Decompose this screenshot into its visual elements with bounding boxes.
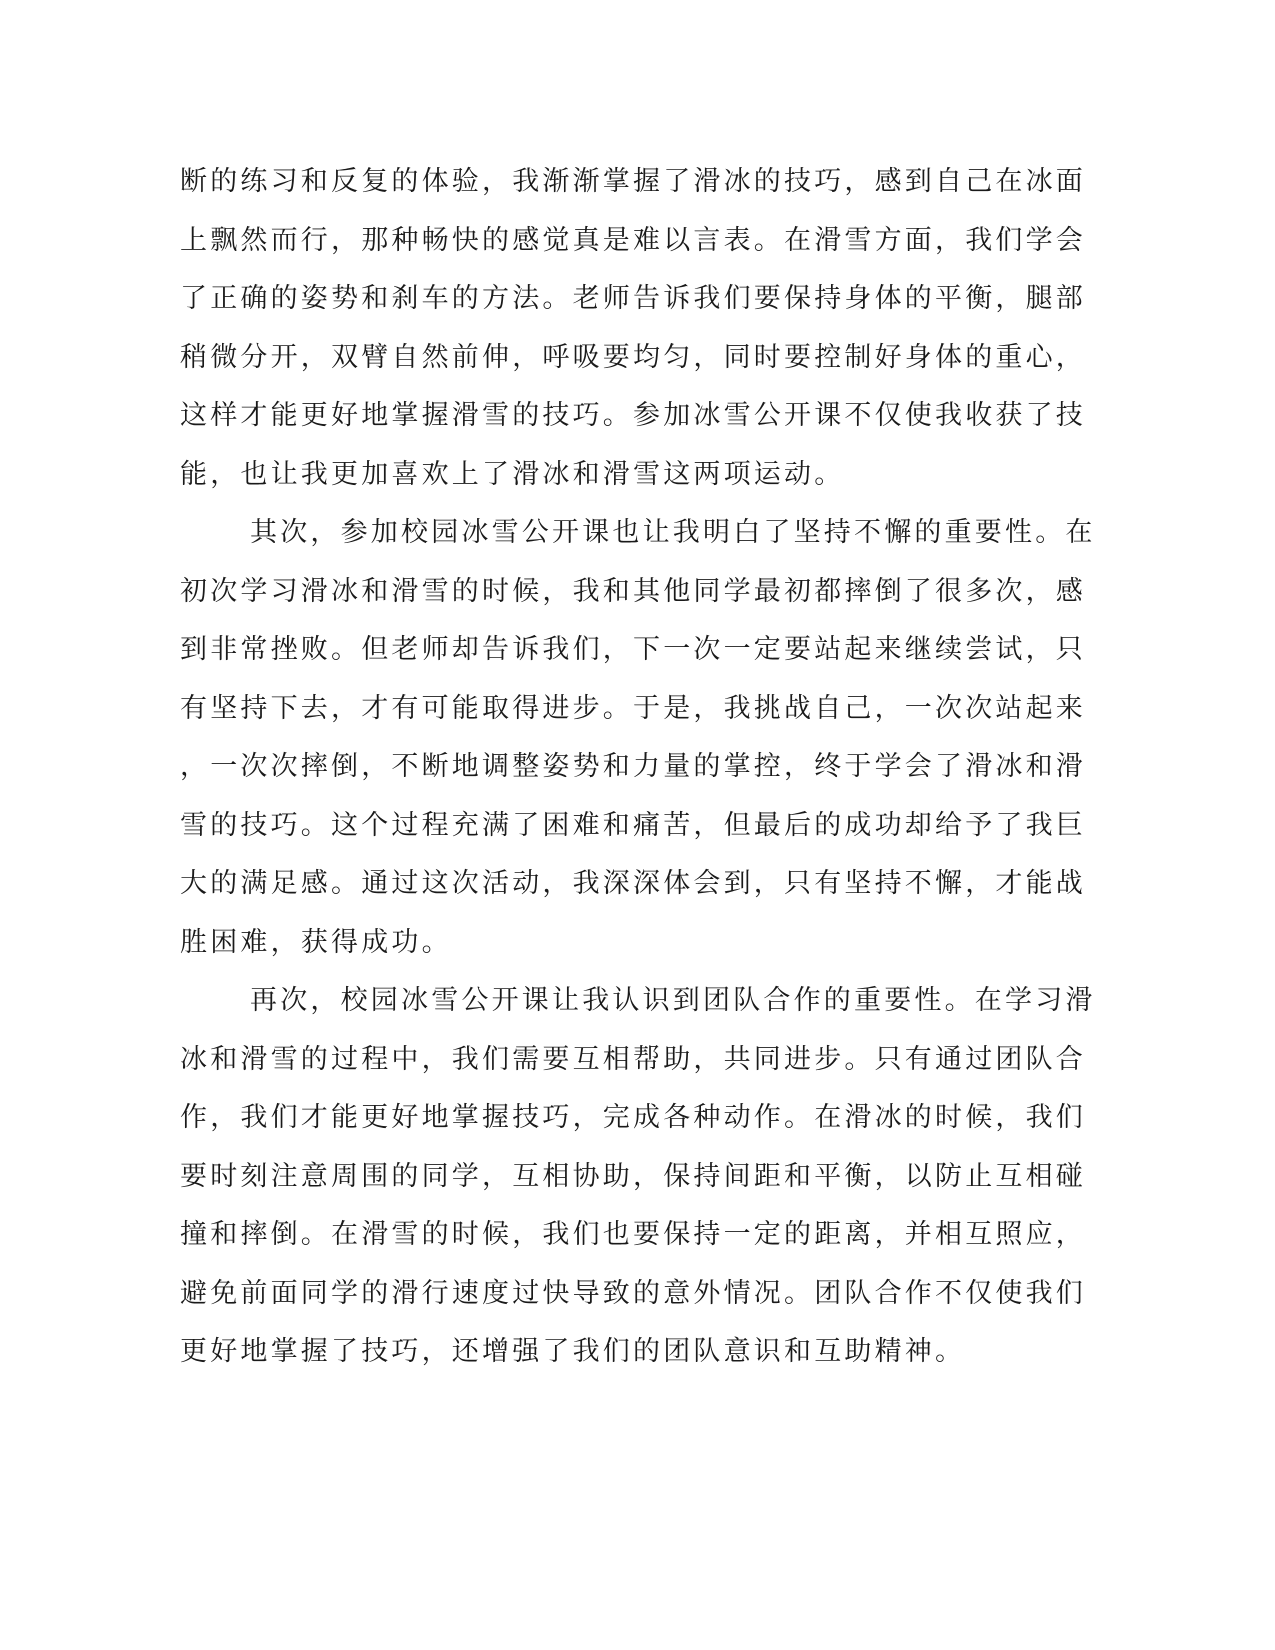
text-line: 稍微分开，双臂自然前伸，呼吸要均匀，同时要控制好身体的重心， xyxy=(180,342,1086,373)
paragraph-first-line: 再次，校园冰雪公开课让我认识到团队合作的重要性。在学习滑 xyxy=(250,985,1096,1016)
text-line: 有坚持下去，才有可能取得进步。于是，我挑战自己，一次次站起来 xyxy=(180,693,1086,724)
text-line: 断的练习和反复的体验，我渐渐掌握了滑冰的技巧，感到自己在冰面 xyxy=(180,166,1086,197)
text-line: 了正确的姿势和刹车的方法。老师告诉我们要保持身体的平衡，腿部 xyxy=(180,283,1086,314)
text-line: 冰和滑雪的过程中，我们需要互相帮助，共同进步。只有通过团队合 xyxy=(180,1044,1086,1075)
text-line: 雪的技巧。这个过程充满了困难和痛苦，但最后的成功却给予了我巨 xyxy=(180,810,1086,841)
text-line: 初次学习滑冰和滑雪的时候，我和其他同学最初都摔倒了很多次，感 xyxy=(180,576,1086,607)
text-line: 上飘然而行，那种畅快的感觉真是难以言表。在滑雪方面，我们学会 xyxy=(180,225,1086,256)
paragraph-first-line: 其次，参加校园冰雪公开课也让我明白了坚持不懈的重要性。在 xyxy=(250,517,1096,548)
text-line: 要时刻注意周围的同学，互相协助，保持间距和平衡，以防止互相碰 xyxy=(180,1161,1086,1192)
text-line: ，一次次摔倒，不断地调整姿势和力量的掌控，终于学会了滑冰和滑 xyxy=(180,751,1086,782)
text-line: 避免前面同学的滑行速度过快导致的意外情况。团队合作不仅使我们 xyxy=(180,1278,1086,1309)
text-line: 这样才能更好地掌握滑雪的技巧。参加冰雪公开课不仅使我收获了技 xyxy=(180,400,1086,431)
text-line: 更好地掌握了技巧，还增强了我们的团队意识和互助精神。 xyxy=(180,1336,966,1367)
text-line: 大的满足感。通过这次活动，我深深体会到，只有坚持不懈，才能战 xyxy=(180,868,1086,899)
text-line: 胜困难，获得成功。 xyxy=(180,927,452,958)
text-line: 能，也让我更加喜欢上了滑冰和滑雪这两项运动。 xyxy=(180,459,845,490)
text-line: 作，我们才能更好地掌握技巧，完成各种动作。在滑冰的时候，我们 xyxy=(180,1102,1086,1133)
text-line: 撞和摔倒。在滑雪的时候，我们也要保持一定的距离，并相互照应， xyxy=(180,1219,1086,1250)
text-line: 到非常挫败。但老师却告诉我们，下一次一定要站起来继续尝试，只 xyxy=(180,634,1086,665)
